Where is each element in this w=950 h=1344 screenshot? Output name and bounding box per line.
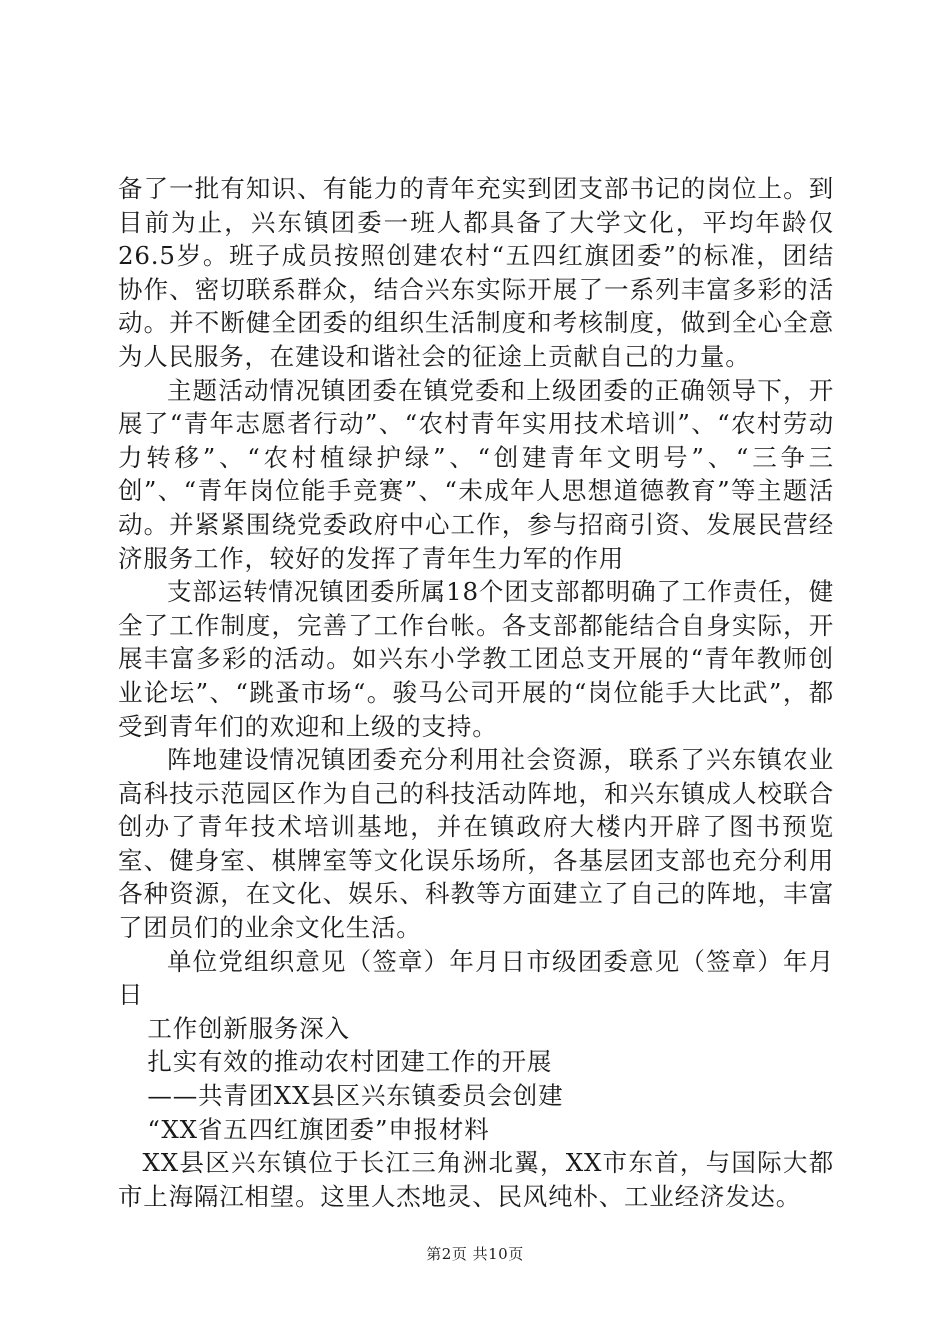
- paragraph-signature-opinions: 单位党组织意见（签章）年月日市级团委意见（签章）年月日: [118, 946, 834, 1010]
- document-body: [118, 172, 834, 1213]
- paragraph-theme-activities: 主题活动情况镇团委在镇党委和上级团委的正确领导下，开展了“青年志愿者行动”、“农村青年实用技术培训”、“农村劳动力转移”、“农村植绿护绿”、“创建青年文明号”、“三争三创”、“青年岗位能手竞赛”、“未成年人思想道德教育”等主题活动。并紧紧围绕党委政府中心工作，参与招商引资、发展民营经济服务工作，较好的发挥了青年生力军的作用: [118, 375, 834, 573]
- heading-committee-subtitle: ——共青团XX县区兴东镇委员会创建: [147, 1081, 564, 1111]
- paragraph-base-construction: 阵地建设情况镇团委充分利用社会资源，联系了兴东镇农业高科技示范园区作为自己的科技活动阵地，和兴东镇成人校联合创办了青年技术培训基地，并在镇政府大楼内开辟了图书预览室、健身室、棋牌室等文化误乐场所，各基层团支部也充分利用各种资源，在文化、娱乐、科教等方面建立了自己的阵地，丰富了团员们的业余文化生活。: [118, 745, 834, 943]
- heading-work-innovation: 工作创新服务深入: [147, 1013, 350, 1043]
- paragraph-branch-operation: 支部运转情况镇团委所属18个团支部都明确了工作责任，健全了工作制度，完善了工作台帐。各支部都能结合自身实际，开展丰富多彩的活动。如兴东小学教工团总支开展的“青年教师创业论坛”、“跳蚤市场“。骏马公司开展的“岗位能手大比武”，都受到青年们的欢迎和上级的支持。: [118, 577, 834, 741]
- heading-promote-rural-work: 扎实有效的推动农村团建工作的开展: [147, 1047, 553, 1077]
- paragraph-team-committee-members: 备了一批有知识、有能力的青年充实到团支部书记的岗位上。到目前为止，兴东镇团委一班人都具备了大学文化，平均年龄仅26.5岁。班子成员按照创建农村“五四红旗团委”的标准，团结协作、密切联系群众，结合兴东实际开展了一系列丰富多彩的活动。并不断健全团委的组织生活制度和考核制度，做到全心全意为人民服务，在建设和谐社会的征途上贡献自己的力量。: [118, 174, 834, 371]
- page-number-footer: 第2页 共10页: [426, 1245, 524, 1263]
- paragraph-town-introduction: XX县区兴东镇位于长江三角洲北翼，XX市东首，与国际大都市上海隔江相望。这里人杰地灵、民风纯朴、工业经济发达。: [118, 1148, 834, 1211]
- heading-application-material: “XX省五四红旗团委”申报材料: [147, 1114, 490, 1144]
